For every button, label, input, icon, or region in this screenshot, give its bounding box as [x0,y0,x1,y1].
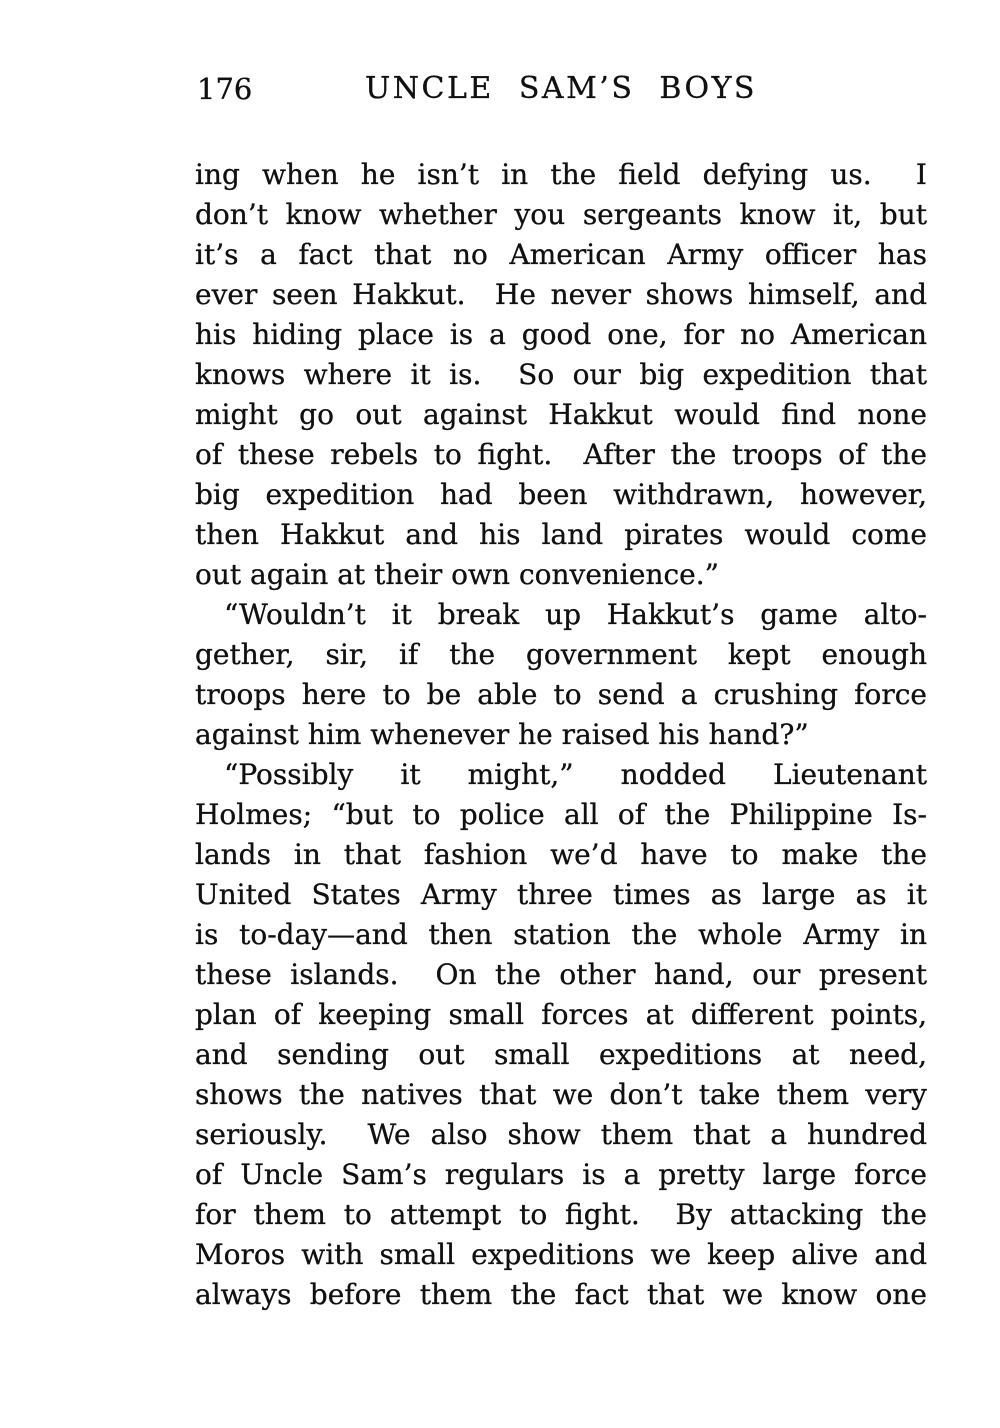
text-line: always before them the fact that we know one [195,1278,927,1311]
book-page [195,0,927,1315]
text-line: knows where it is. So our big expedition that [195,358,927,391]
text-line: his hiding place is a good one, for no American [195,318,927,351]
text-line: of these rebels to fight. After the troops of the [195,438,927,471]
text-line: ing when he isn’t in the field defying us. I [195,158,927,191]
text-line: shows the natives that we don’t take them very [195,1078,927,1111]
text-line: gether, sir, if the government kept enough [195,638,927,671]
text-line: it’s a fact that no American Army officer has [195,238,927,271]
text-line: and sending out small expeditions at need, [195,1038,927,1071]
running-title: UNCLE SAM’S BOYS [365,71,757,106]
text-line: seriously. We also show them that a hundred [195,1118,927,1151]
text-line: “Wouldn’t it break up Hakkut’s game alto- [224,598,927,631]
text-line: big expedition had been withdrawn, however, [195,478,927,511]
paragraph [195,755,927,1315]
text-line: for them to attempt to fight. By attacking the [195,1198,927,1231]
paragraph [195,595,927,755]
text-line: out again at their own convenience.” [195,558,719,591]
text-line: then Hakkut and his land pirates would come [195,518,927,551]
text-line: might go out against Hakkut would find none [195,398,927,431]
page-body [195,155,927,1315]
text-line: lands in that fashion we’d have to make the [195,838,927,871]
text-line: of Uncle Sam’s regulars is a pretty large force [195,1158,927,1191]
text-line: United States Army three times as large as it [195,878,927,911]
text-line: against him whenever he raised his hand?” [195,718,809,751]
text-line: Moros with small expeditions we keep alive and [195,1238,927,1271]
text-line: Holmes; “but to police all of the Philippine Is- [195,798,927,831]
page-header [195,0,927,106]
page-number: 176 [197,72,253,106]
paragraph [195,155,927,595]
text-line: “Possibly it might,” nodded Lieutenant [224,758,927,791]
text-line: don’t know whether you sergeants know it, but [195,198,927,231]
text-line: plan of keeping small forces at different points, [195,998,927,1031]
text-line: troops here to be able to send a crushing force [195,678,927,711]
text-line: ever seen Hakkut. He never shows himself, and [195,278,927,311]
text-line: these islands. On the other hand, our present [195,958,927,991]
text-line: is to-day—and then station the whole Army in [195,918,927,951]
